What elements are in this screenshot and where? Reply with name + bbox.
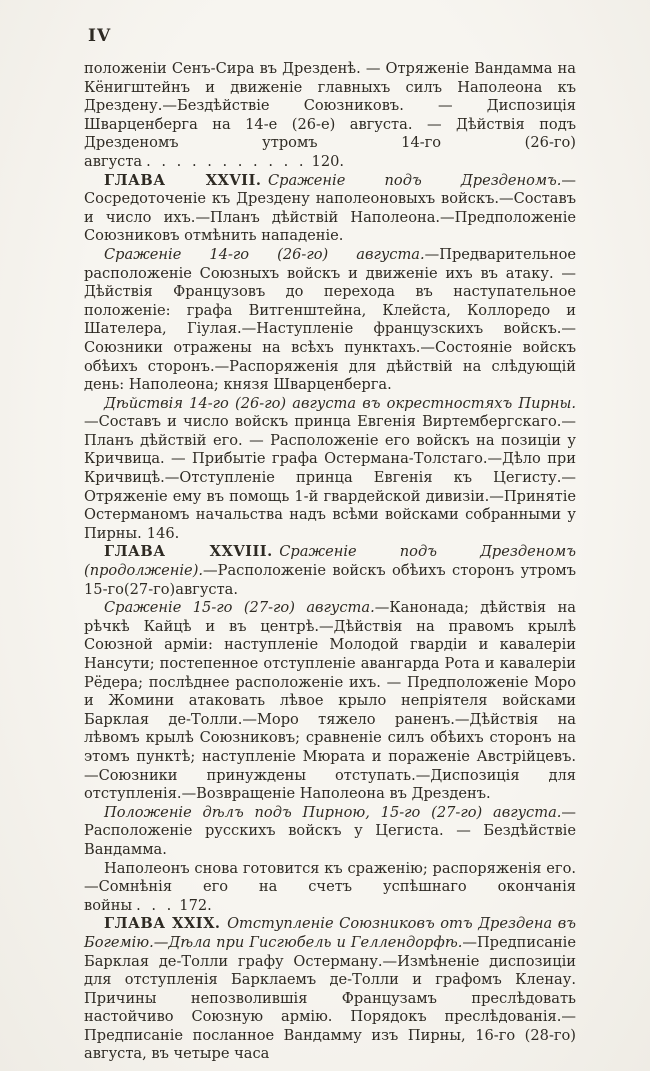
page-number-folio: IV — [88, 26, 112, 46]
toc-entry — [84, 543, 576, 599]
entry-text: —Расположеніе войскъ обѣихъ сторонъ утромъ 15-го(27-го)августа. — [84, 562, 576, 598]
entry-title: Сраженіе подъ Дрезденомъ (продолженіе). — [84, 543, 576, 580]
toc-entry — [84, 60, 576, 172]
entry-text: положеніи Сенъ-Сира въ Дрезденѣ. — Отряженіе Вандамма на Кёнигштейнъ и движеніе главныхъ силъ Наполеона къ Дрездену.—Бездѣйствіе Союзниковъ. — Диспозиція Шварценберга на 14-е (26-е) августа. — Дѣйствія подъ Дрезденомъ утромъ 14-го (26-го) августа — [84, 60, 576, 170]
entry-text: —Расположеніе русскихъ войскъ у Цегиста. — Бездѣйствіе Вандамма. — [84, 803, 576, 858]
entry-text: Наполеонъ снова готовится къ сраженію; распоряженія его.—Сомнѣнія его на счетъ успѣшнаго окончанія войны — [84, 859, 576, 914]
page-ref: 172. — [179, 896, 212, 914]
entry-title: Отступленіе Союзниковъ отъ Дрездена въ Богемію.—Дѣла при Гисгюбель и Геллендорфѣ. — [84, 915, 576, 951]
page-ref: 120. — [311, 152, 345, 170]
chapter-label: ГЛАВА XXVIII. — [104, 543, 273, 561]
toc-entry — [84, 599, 576, 804]
chapter-label: ГЛАВА XXIX. — [104, 915, 221, 933]
entry-title: Сраженіе подъ Дрезденомъ. — [267, 171, 562, 189]
dot-leaders: . . . — [136, 896, 175, 914]
entry-text: —Канонада; дѣйствія на рѣчкѣ Кайцѣ и въ центрѣ.—Дѣйствія на правомъ крылѣ Союзной арміи: наступленіе Молодой гвардіи и кавалеріи Нансути; постепенное отступленіе авангарда Рота и кавалеріи Рёдера; послѣднее расположеніе ихъ. — Предположеніе Моро и Жомини атаковать лѣвое крыло непріятеля войсками Барклая де-Толли.—Моро тяжело раненъ.—Дѣйствія на лѣвомъ крылѣ Союзниковъ; сравненіе силъ обѣихъ сторонъ на этомъ пунктѣ; наступленіе Мюрата и пораженіе Австрійцевъ.—Союзники принуждены отступать.—Диспозиція для отступленія.—Возвращеніе Наполеона въ Дрезденъ. — [84, 599, 576, 803]
dot-leaders: . . . . . . . . . . . — [146, 152, 307, 170]
toc-entry — [84, 804, 576, 860]
table-of-contents — [84, 60, 576, 1064]
entry-text: —Сосредоточеніе къ Дрездену наполеоновыхъ войскъ.—Составъ и число ихъ.—Планъ дѣйствій Наполеона.—Предположеніе Союзниковъ отмѣнить нападеніе. — [84, 171, 577, 245]
entry-text: —Составъ и число войскъ принца Евгенія Виртембергскаго.—Планъ дѣйствій его. — Расположеніе его войскъ на позиціи у Кричвица. — Прибытіе графа Остермана-Толстаго.—Дѣло при Кричвицѣ.—Отступленіе принца Евгенія къ Цегисту.—Отряженіе ему въ помощь 1-й гвардейской дивизіи.—Принятіе Остерманомъ начальства надъ всѣми войсками собранными у Пирны. — [84, 413, 576, 542]
chapter-label: ГЛАВА XXVII. — [104, 171, 262, 189]
entry-title: Дѣйствія 14-го (26-го) августа въ окрестностяхъ Пирны. — [104, 394, 576, 412]
entry-title: Положеніе дѣлъ подъ Пирною, 15-го (27-го) августа. — [104, 803, 562, 821]
entry-text: —Предварительное расположеніе Союзныхъ войскъ и движеніе ихъ въ атаку. — Дѣйствія Французовъ до перехода въ наступательное положеніе: графа Витгенштейна, Клейста, Коллоредо и Шателера, Гіулая.—Наступленіе французскихъ войскъ.—Союзники отражены на всѣхъ пунктахъ.—Состояніе войскъ обѣихъ сторонъ.—Распоряженія для дѣйствій на слѣдующій день: Наполеона; князя Шварценберга. — [84, 245, 576, 394]
toc-entry — [84, 246, 576, 395]
toc-entry — [84, 915, 576, 1064]
toc-entry — [84, 860, 576, 916]
toc-entry — [84, 172, 576, 246]
entry-text: —Предписаніе Барклая де-Толли графу Остерману.—Измѣненіе диспозиціи для отступленія Барклаемъ де-Толли и графомъ Кленау. Причины непозволившія Французамъ преслѣдовать настойчиво Союзную армію. Порядокъ преслѣдованія.—Предписаніе посланное Вандамму изъ Пирны, 16-го (28-го) августа, въ четыре часа — [84, 933, 576, 1063]
page-ref: 146. — [146, 524, 180, 542]
entry-title: Сраженіе 15-го (27-го) августа. — [104, 599, 375, 617]
entry-title: Сраженіе 14-го (26-го) августа. — [104, 245, 425, 263]
toc-entry — [84, 395, 576, 544]
